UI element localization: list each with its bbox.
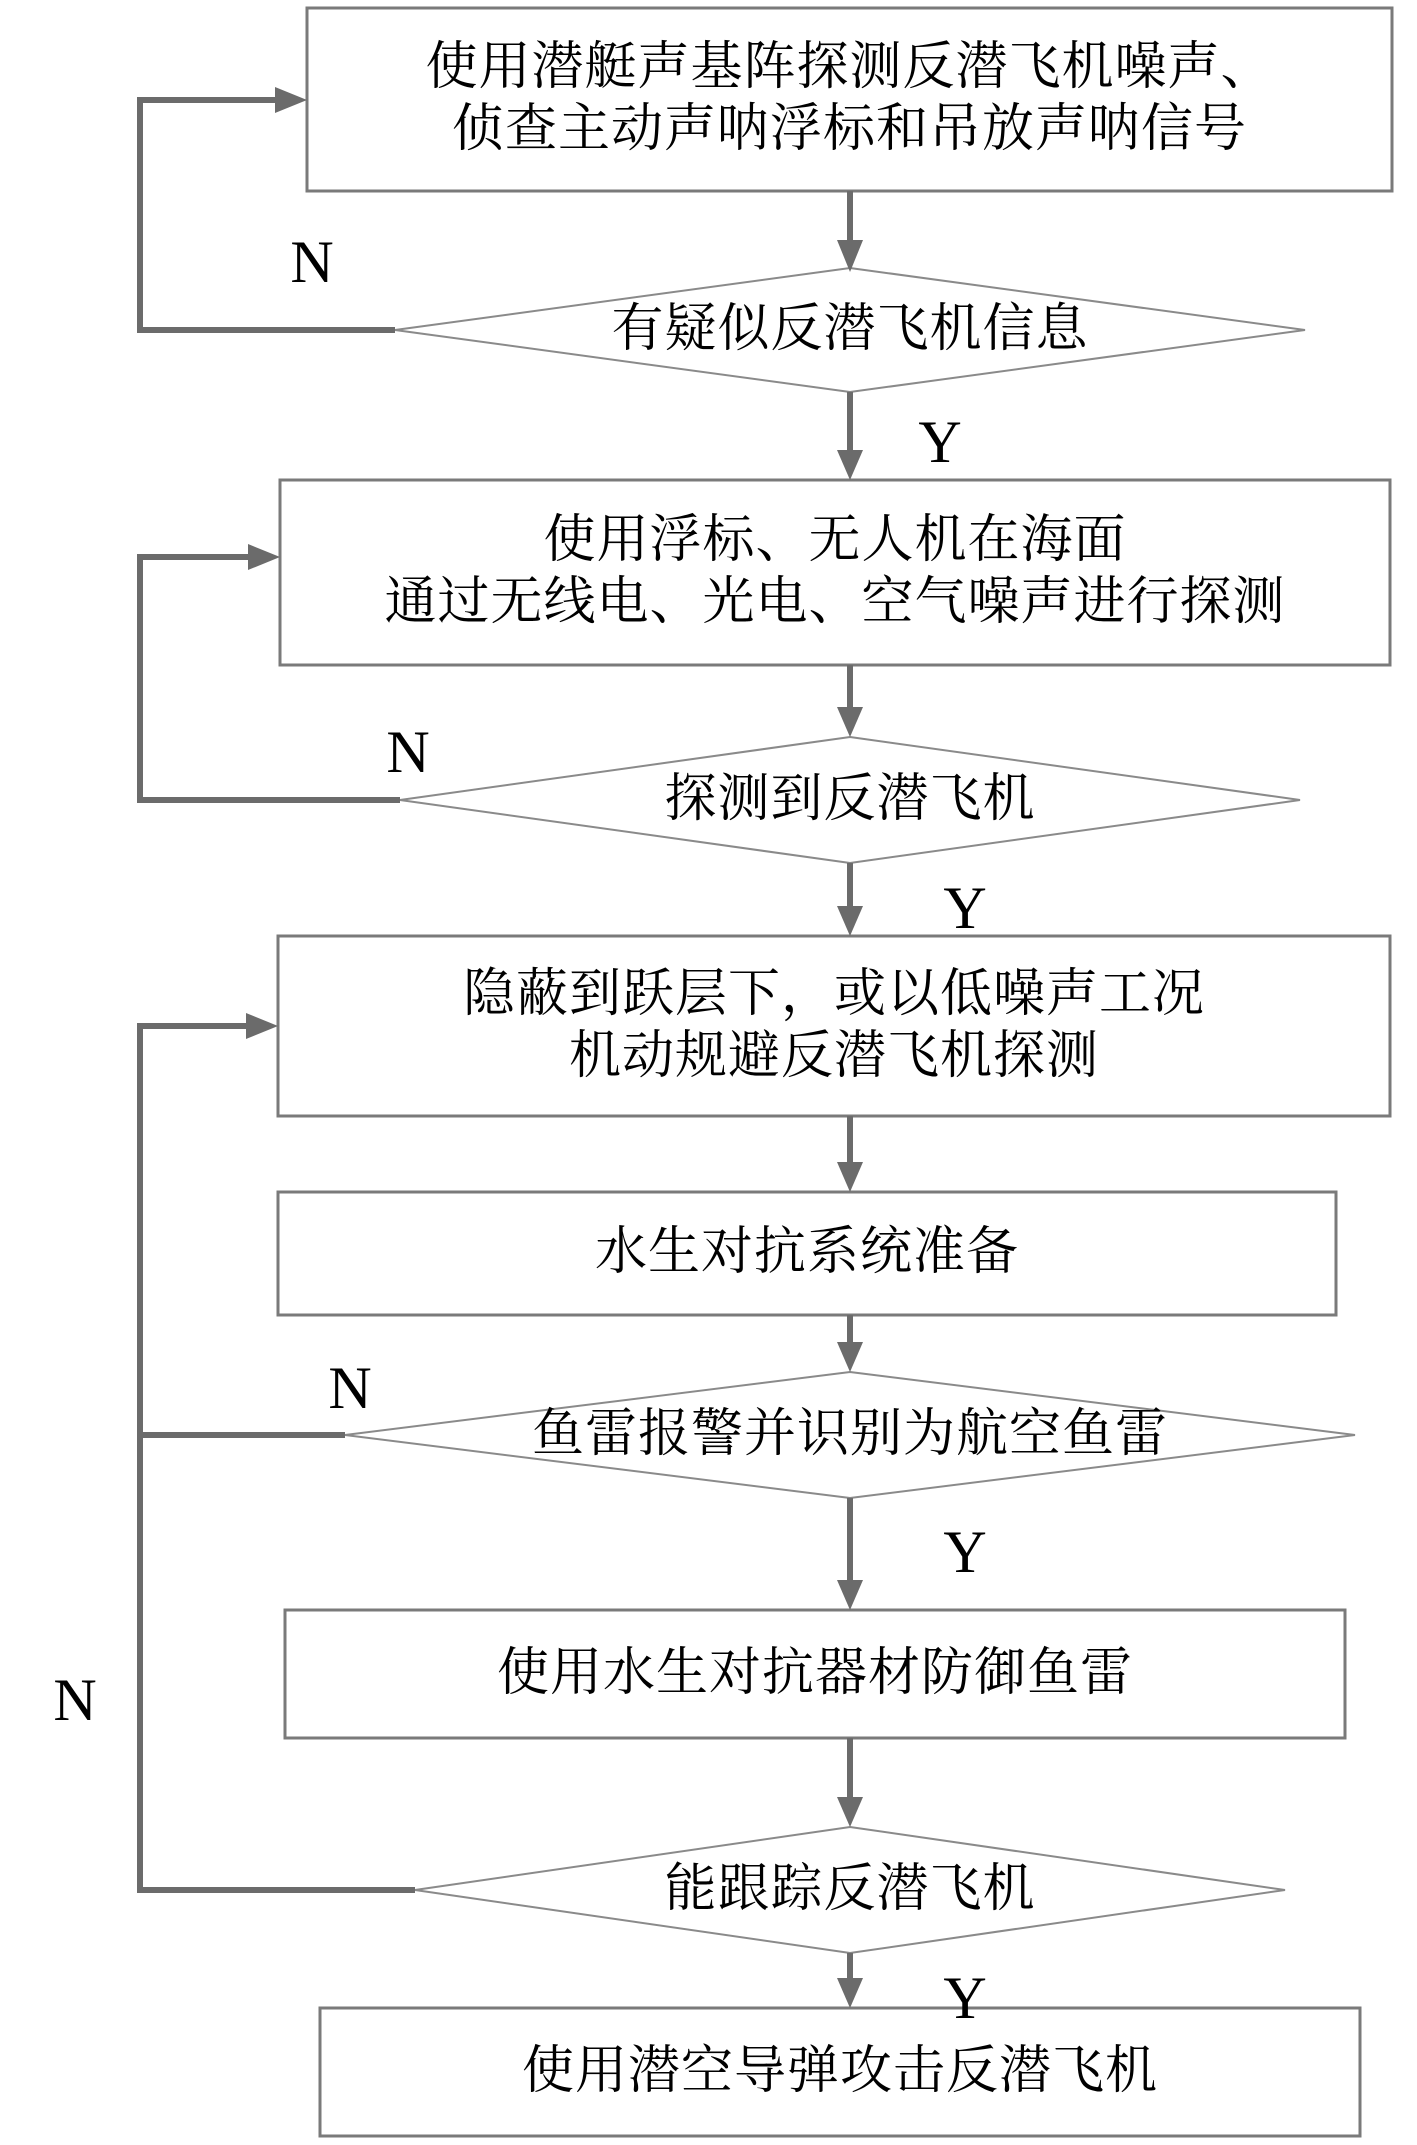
decision-1-text: 有疑似反潜飞机信息 <box>611 301 1089 358</box>
decision-3-yes-label: Y <box>943 1519 987 1585</box>
decision-3-text: 鱼雷报警并识别为航空鱼雷 <box>531 1406 1168 1463</box>
decision-4-yes-label: Y <box>943 1965 987 2031</box>
arrowhead-decision1 <box>837 240 863 272</box>
process-box-2-line1: 使用浮标、无人机在海面 <box>543 512 1127 569</box>
arrowhead-loop-box2 <box>248 544 280 570</box>
process-box-1-text <box>307 37 1392 161</box>
arrowhead-decision2 <box>837 707 863 737</box>
arrowhead-box6 <box>837 1978 863 2008</box>
decision-4-text: 能跟踪反潜飞机 <box>664 1861 1036 1918</box>
process-box-4-text: 水生对抗系统准备 <box>594 1224 1019 1281</box>
decision-3-no-label: N <box>328 1355 372 1421</box>
arrowhead-loop-box1 <box>275 87 307 113</box>
arrowhead-box3 <box>837 906 863 936</box>
process-box-2-text <box>280 510 1390 634</box>
process-box-3-line1: 隐蔽到跃层下，或以低噪声工况 <box>462 966 1205 1023</box>
decision-1-no-label: N <box>290 229 334 295</box>
process-box-3-line2: 机动规避反潜飞机探测 <box>568 1028 1099 1085</box>
arrowhead-loop-box3 <box>246 1013 278 1039</box>
decision-1-yes-label: Y <box>918 409 962 475</box>
decision-2-yes-label: Y <box>943 875 987 941</box>
arrowhead-decision3 <box>837 1342 863 1372</box>
arrowhead-decision4 <box>837 1797 863 1827</box>
process-box-1-line1: 使用潜艇声基阵探测反潜飞机噪声、 <box>425 39 1274 96</box>
decision-2-text: 探测到反潜飞机 <box>664 771 1036 828</box>
loop-decision4-no <box>140 1026 415 1890</box>
process-box-1-line2: 侦查主动声呐浮标和吊放声呐信号 <box>451 101 1247 158</box>
arrowhead-box2 <box>837 450 863 480</box>
arrowhead-box5 <box>837 1580 863 1610</box>
process-box-3-text <box>278 964 1390 1088</box>
decision-4-no-label: N <box>53 1667 97 1733</box>
process-box-5-text: 使用水生对抗器材防御鱼雷 <box>496 1645 1133 1702</box>
arrowhead-box4 <box>837 1162 863 1192</box>
process-box-2-line2: 通过无线电、光电、空气噪声进行探测 <box>384 574 1286 631</box>
process-box-6-text: 使用潜空导弹攻击反潜飞机 <box>521 2043 1158 2100</box>
decision-2-no-label: N <box>386 719 430 785</box>
